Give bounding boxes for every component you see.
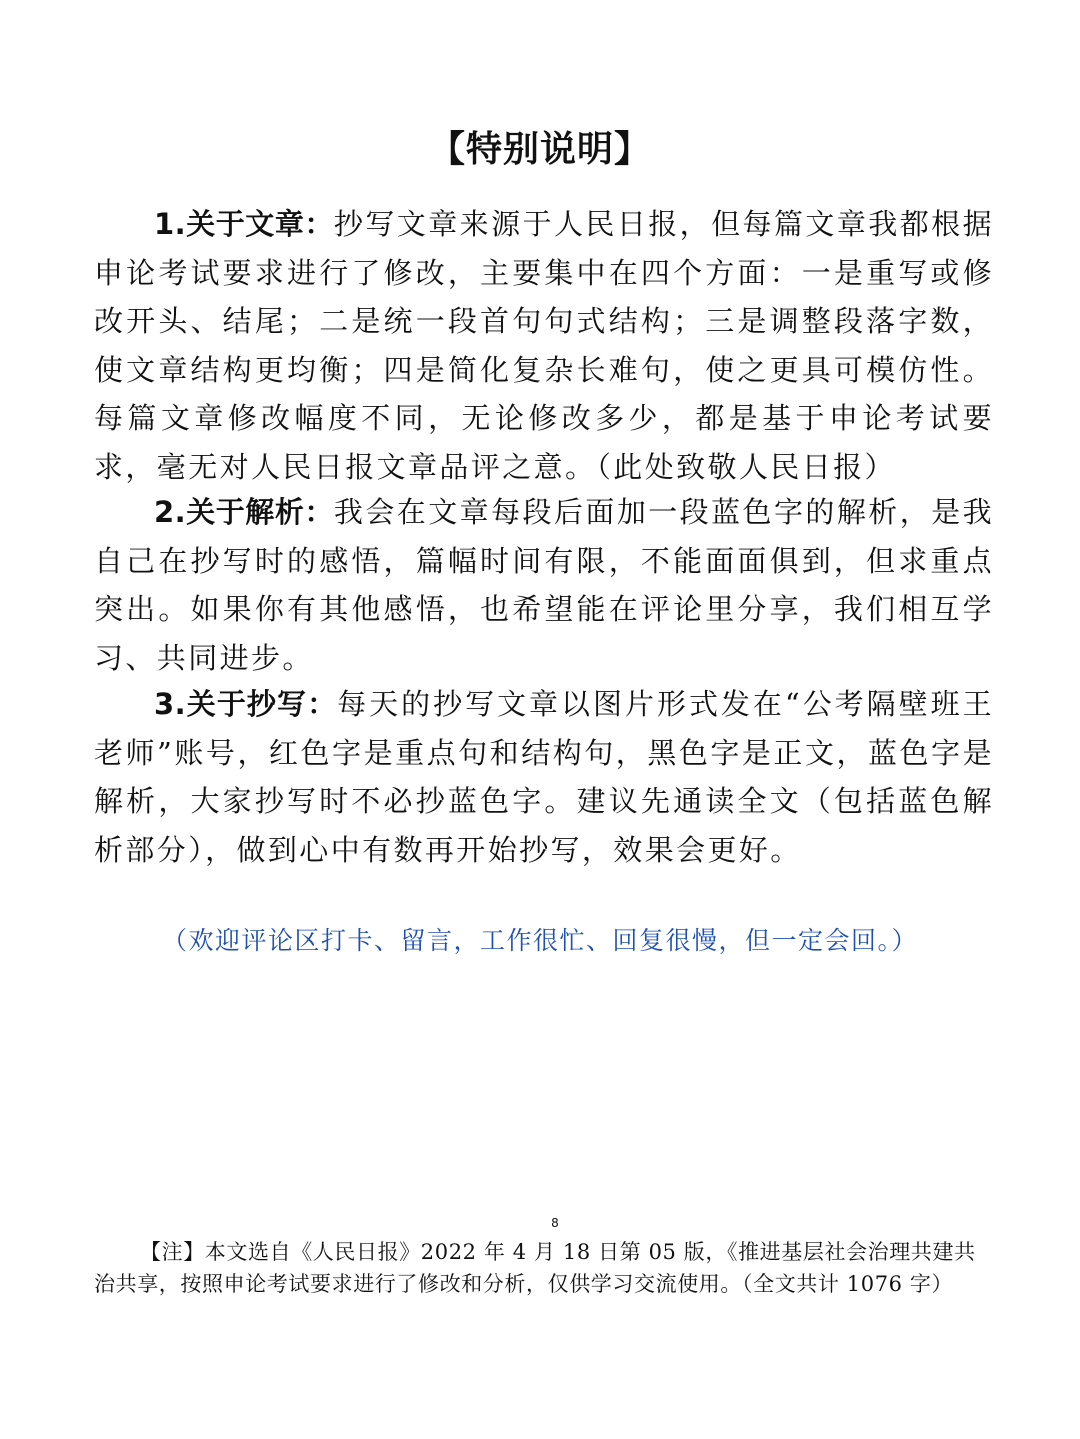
section-about-articles <box>94 200 994 491</box>
section-body: 抄写文章来源于人民日报，但每篇文章我都根据申论考试要求进行了修改，主要集中在四个方面：一是重写或修改开头、结尾；二是统一段首句句式结构；三是调整段落字数，使文章结构更均衡；四是简化复杂长难句，使之更具可模仿性。每篇文章修改幅度不同，无论修改多少，都是基于申论考试要求，毫无对人民日报文章品评之意。（此处致敬人民日报） <box>94 207 994 484</box>
page-number: 8 <box>551 1216 559 1230</box>
page-title: 【特别说明】 <box>428 129 651 170</box>
section-lead: 2.关于解析： <box>154 495 334 529</box>
section-lead: 1.关于文章： <box>154 207 334 241</box>
section-about-copying <box>94 680 994 874</box>
section-about-analysis <box>94 488 994 682</box>
section-body: 我会在文章每段后面加一段蓝色字的解析，是我自己在抄写时的感悟，篇幅时间有限，不能面面俱到，但求重点突出。如果你有其他感悟，也希望能在评论里分享，我们相互学习、共同进步。 <box>94 495 994 675</box>
welcome-message: （欢迎评论区打卡、留言，工作很忙、回复很慢，但一定会回。） <box>161 926 918 955</box>
source-note: 【注】本文选自《人民日报》2022 年 4 月 18 日第 05 版，《推进基层社会治理共建共治共享，按照申论考试要求进行了修改和分析，仅供学习交流使用。（全文共计 1076 字） <box>94 1240 976 1296</box>
section-body: 每天的抄写文章以图片形式发在“公考隔壁班王老师”账号，红色字是重点句和结构句，黑色字是正文，蓝色字是解析，大家抄写时不必抄蓝色字。建议先通读全文（包括蓝色解析部分），做到心中有数再开始抄写，效果会更好。 <box>94 687 994 867</box>
section-lead: 3.关于抄写： <box>154 687 338 721</box>
